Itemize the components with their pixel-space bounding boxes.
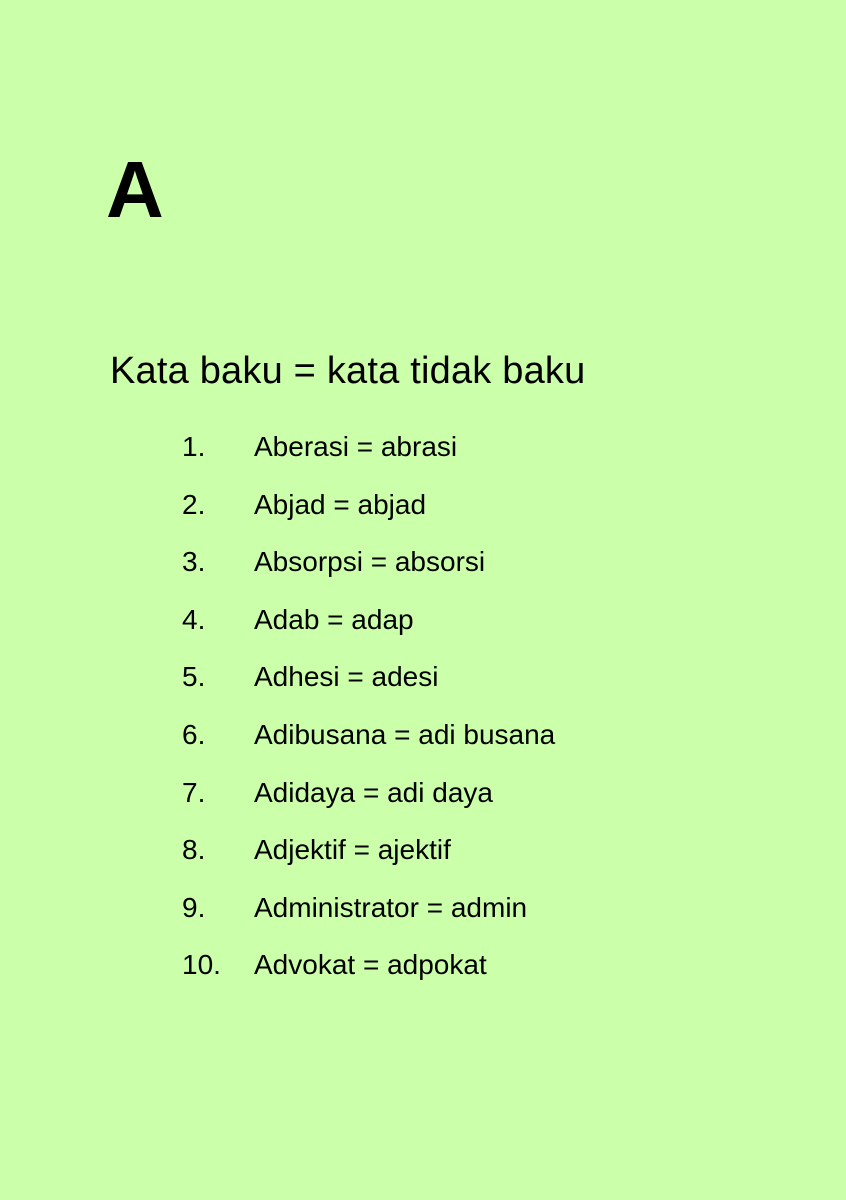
item-text: Adjektif = ajektif (254, 834, 451, 866)
item-number: 9. (182, 891, 206, 923)
item-text: Advokat = adpokat (254, 949, 487, 981)
list-item (182, 430, 555, 488)
list-item (182, 660, 555, 718)
item-number: 7. (182, 776, 206, 808)
item-number: 5. (182, 661, 206, 693)
list-item (182, 488, 555, 546)
item-text: Administrator = admin (254, 891, 528, 923)
item-number: 3. (182, 546, 206, 578)
list-item (182, 833, 555, 891)
item-text: Aberasi = abrasi (254, 431, 458, 462)
item-text: Adibusana = adi busana (254, 718, 556, 750)
subtitle: Kata baku = kata tidak baku (110, 350, 586, 392)
item-number: 6. (182, 718, 206, 750)
list-item (182, 948, 555, 1006)
list-item (182, 545, 555, 603)
item-number: 1. (182, 431, 206, 462)
list-item (182, 718, 555, 776)
list-item (182, 603, 555, 661)
section-letter-heading: A (106, 145, 164, 234)
item-text: Abjad = abjad (254, 488, 427, 520)
word-list (182, 430, 555, 1006)
item-number: 10. (182, 949, 221, 981)
item-number: 4. (182, 603, 206, 635)
item-text: Absorpsi = absorsi (254, 546, 486, 578)
item-number: 2. (182, 488, 206, 520)
item-text: Adidaya = adi daya (254, 776, 493, 808)
item-number: 8. (182, 834, 206, 866)
item-text: Adab = adap (254, 603, 414, 635)
list-item (182, 891, 555, 949)
item-text: Adhesi = adesi (254, 661, 439, 693)
list-item (182, 776, 555, 834)
